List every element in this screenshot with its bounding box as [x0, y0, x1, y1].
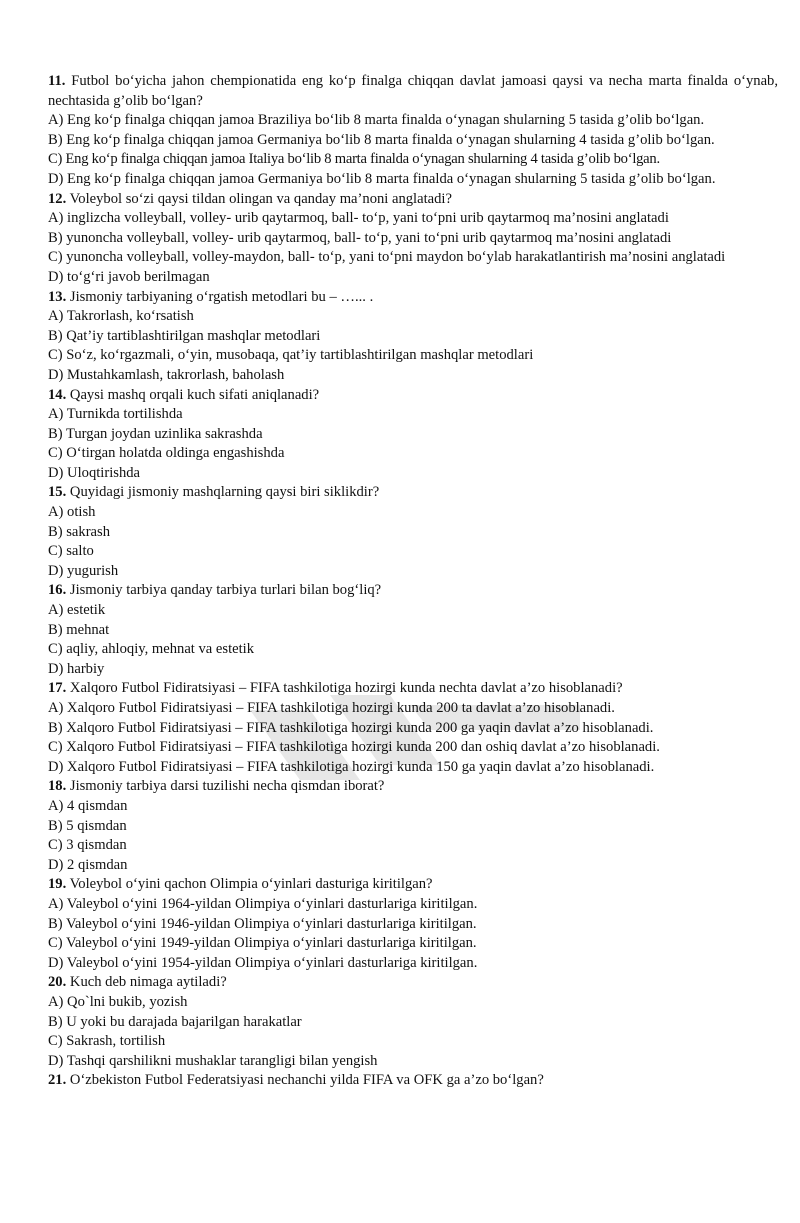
option-d: D) Uloqtirishda: [48, 464, 141, 481]
question-body: Jismoniy tarbiya qanday tarbiya turlari bilan bog‘liq?: [66, 582, 382, 599]
question-20: [48, 973, 778, 1071]
question-number: 18.: [48, 778, 67, 795]
question-body: Xalqoro Futbol Fidiratsiyasi – FIFA tashkilotiga hozirgi kunda nechta davlat a’zo hisoblanadi?: [66, 680, 623, 697]
question-body: Jismoniy tarbiya darsi tuzilishi necha qismdan iborat?: [66, 778, 385, 795]
option-d: D) harbiy: [48, 660, 105, 677]
question-body: Futbol bo‘yicha jahon chempionatida eng ko‘p finalga chiqqan davlat jamoasi qaysi va necha marta finalda o‘ynab, nechtasida g’olib bo‘lgan?: [48, 73, 778, 109]
question-body: O‘zbekiston Futbol Federatsiyasi nechanchi yilda FIFA va OFK ga a’zo bo‘lgan?: [66, 1072, 544, 1089]
question-14: [48, 386, 778, 484]
question-number: 13.: [48, 288, 67, 305]
question-number: 20.: [48, 974, 67, 991]
option-c: C) salto: [48, 543, 94, 560]
option-b: B) Turgan joydan uzinlika sakrashda: [48, 425, 263, 442]
option-a: A) Xalqoro Futbol Fidiratsiyasi – FIFA tashkilotiga hozirgi kunda 200 ta davlat a’zo hisoblanadi.: [48, 700, 615, 716]
question-number: 21.: [48, 1072, 67, 1089]
question-11: [48, 72, 778, 190]
option-a: A) estetik: [48, 602, 106, 619]
option-c: C) Eng ko‘p finalga chiqqan jamoa Italiya bo‘lib 8 marta finalda o‘ynagan shularning 4 tasida g’olib bo‘lgan.: [48, 151, 660, 168]
option-c: C) aqliy, ahloqiy, mehnat va estetik: [48, 641, 255, 658]
question-number: 17.: [48, 680, 67, 697]
option-b: B) U yoki bu darajada bajarilgan harakatlar: [48, 1013, 302, 1030]
option-c: C) Valeybol o‘yini 1949-yildan Olimpiya o‘yinlari dasturlariga kiritilgan.: [48, 935, 477, 952]
option-b: B) Eng ko‘p finalga chiqqan jamoa Germaniya bo‘lib 8 marta finalda o‘ynagan shularning 4 tasida g’olib bo‘lgan.: [48, 131, 715, 148]
question-text: [48, 973, 778, 993]
option-a: A) Eng ko‘p finalga chiqqan jamoa Braziliya bo‘lib 8 marta finalda o‘ynagan shularning 5 tasida g’olib bo‘lgan.: [48, 112, 705, 129]
question-text: [48, 777, 778, 797]
option-b: B) yunoncha volleyball, volley- urib qaytarmoq, ball- to‘p, yani to‘pni urib qaytarmoq ma’nosini anglatadi: [48, 229, 672, 246]
option-a: A) Valeybol o‘yini 1964-yildan Olimpiya o‘yinlari dasturlariga kiritilgan.: [48, 895, 478, 912]
question-text: [48, 875, 778, 895]
question-text: [48, 679, 778, 699]
option-c: C) Xalqoro Futbol Fidiratsiyasi – FIFA tashkilotiga hozirgi kunda 200 dan oshiq davlat a’zo hisoblanadi.: [48, 739, 660, 756]
option-d: D) 2 qismdan: [48, 856, 128, 873]
option-d: D) yugurish: [48, 562, 119, 579]
question-21: [48, 1071, 778, 1091]
question-text: [48, 190, 778, 210]
option-c: C) yunoncha volleyball, volley-maydon, ball- to‘p, yani to‘pni maydon bo‘ylab harakatlantirish ma’nosini anglatadi: [48, 249, 726, 266]
question-12: [48, 190, 778, 288]
option-a: A) Qo`lni bukib, yozish: [48, 993, 188, 1010]
option-b: B) mehnat: [48, 621, 110, 638]
question-text: [48, 581, 778, 601]
option-c: C) 3 qismdan: [48, 837, 127, 854]
option-b: B) Xalqoro Futbol Fidiratsiyasi – FIFA tashkilotiga hozirgi kunda 200 ga yaqin davlat a’zo hisoblanadi.: [48, 719, 654, 736]
question-text: [48, 483, 778, 503]
option-d: D) Mustahkamlash, takrorlash, baholash: [48, 366, 285, 383]
question-body: Voleybol so‘zi qaysi tildan olingan va qanday ma’noni anglatadi?: [66, 190, 452, 207]
option-c: C) Sakrash, tortilish: [48, 1033, 166, 1050]
question-number: 11.: [48, 73, 66, 89]
option-b: B) Qat’iy tartiblashtirilgan mashqlar metodlari: [48, 327, 321, 344]
document-page: [48, 72, 778, 1091]
option-a: A) Takrorlash, ko‘rsatish: [48, 308, 194, 325]
question-number: 19.: [48, 876, 67, 893]
question-body: Kuch deb nimaga aytiladi?: [66, 974, 227, 991]
question-body: Qaysi mashq orqali kuch sifati aniqlanadi?: [66, 386, 320, 403]
question-number: 12.: [48, 190, 67, 207]
option-a: A) 4 qismdan: [48, 797, 128, 814]
option-c: C) O‘tirgan holatda oldinga engashishda: [48, 445, 285, 462]
option-a: A) Turnikda tortilishda: [48, 406, 183, 423]
question-body: Voleybol o‘yini qachon Olimpia o‘yinlari dasturiga kiritilgan?: [66, 876, 433, 893]
question-number: 15.: [48, 484, 67, 501]
option-a: A) otish: [48, 504, 96, 521]
option-d: D) Eng ko‘p finalga chiqqan jamoa Germaniya bo‘lib 8 marta finalda o‘ynagan shularning 5 tasida g’olib bo‘lgan.: [48, 170, 716, 187]
question-text: [48, 1071, 778, 1091]
question-body: Quyidagi jismoniy mashqlarning qaysi biri siklikdir?: [66, 484, 380, 501]
question-number: 14.: [48, 386, 67, 403]
option-a: A) inglizcha volleyball, volley- urib qaytarmoq, ball- to‘p, yani to‘pni urib qaytarmoq ma’nosini anglatadi: [48, 210, 669, 227]
option-b: B) sakrash: [48, 523, 111, 540]
question-19: [48, 875, 778, 973]
question-body: Jismoniy tarbiyaning o‘rgatish metodlari bu – …... .: [66, 288, 374, 305]
option-d: D) Xalqoro Futbol Fidiratsiyasi – FIFA tashkilotiga hozirgi kunda 150 ga yaqin davlat a’zo hisoblanadi.: [48, 758, 655, 775]
question-text: [48, 288, 778, 308]
option-c: C) So‘z, ko‘rgazmali, o‘yin, musobaqa, qat’iy tartiblashtirilgan mashqlar metodlari: [48, 347, 534, 364]
option-b: B) 5 qismdan: [48, 817, 127, 834]
option-d: D) to‘g‘ri javob berilmagan: [48, 268, 210, 285]
option-b: B) Valeybol o‘yini 1946-yildan Olimpiya o‘yinlari dasturlariga kiritilgan.: [48, 915, 477, 932]
question-16: [48, 581, 778, 679]
question-number: 16.: [48, 582, 67, 599]
question-text: [48, 72, 778, 111]
option-d: D) Valeybol o‘yini 1954-yildan Olimpiya o‘yinlari dasturlariga kiritilgan.: [48, 954, 478, 971]
question-18: [48, 777, 778, 875]
question-text: [48, 386, 778, 406]
question-17: [48, 679, 778, 777]
question-15: [48, 483, 778, 581]
question-13: [48, 288, 778, 386]
option-d: D) Tashqi qarshilikni mushaklar tarangligi bilan yengish: [48, 1052, 378, 1069]
